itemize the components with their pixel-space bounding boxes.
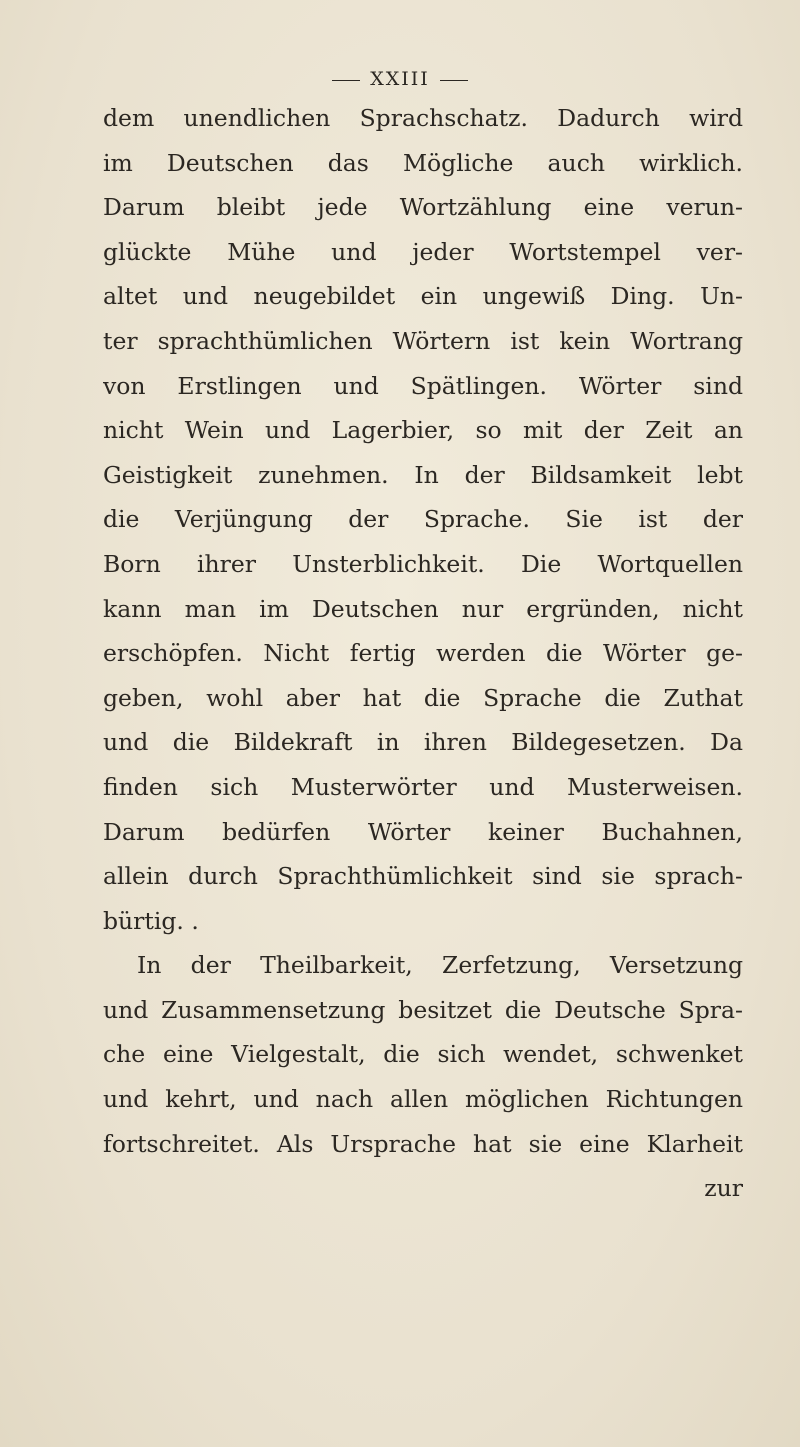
header-dash-left — [332, 80, 360, 81]
text-line: ter sprachthümlichen Wörtern ist kein Wortrang — [103, 326, 743, 355]
text-line: Darum bedürfen Wörter keiner Buchahnen, — [103, 817, 743, 846]
text-line: die Verjüngung der Sprache. Sie ist der — [103, 505, 743, 534]
text-line: bürtig. . — [103, 906, 199, 935]
paragraph-start-line: In der Theilbarkeit, Zerfetzung, Versetzung — [137, 951, 743, 980]
text-line: im Deutschen das Mögliche auch wirklich. — [103, 148, 743, 177]
body-text — [103, 96, 743, 1211]
page-number: XXIII — [370, 68, 430, 90]
text-line: kann man im Deutschen nur ergründen, nicht — [103, 594, 743, 623]
text-line: erschöpfen. Nicht fertig werden die Wörter ge- — [103, 639, 743, 668]
header-dash-right — [440, 80, 468, 81]
text-line: dem unendlichen Sprachschatz. Dadurch wird — [103, 104, 743, 132]
text-line: finden sich Musterwörter und Musterweisen. — [103, 772, 743, 801]
text-line: glückte Mühe und jeder Wortstempel ver- — [103, 237, 743, 266]
text-line: von Erstlingen und Spätlingen. Wörter sind — [103, 371, 743, 400]
text-line: Born ihrer Unsterblichkeit. Die Wortquellen — [103, 549, 743, 578]
text-line: und die Bildekraft in ihren Bildegesetzen. Da — [103, 728, 743, 757]
text-line: altet und neugebildet ein ungewiß Ding. Un- — [103, 282, 743, 311]
text-line: und Zusammensetzung besitzet die Deutsche Spra- — [103, 995, 743, 1024]
page-header — [0, 68, 800, 90]
text-line: geben, wohl aber hat die Sprache die Zuthat — [103, 683, 743, 712]
text-line: und kehrt, und nach allen möglichen Richtungen — [103, 1085, 743, 1114]
text-line: fortschreitet. Als Ursprache hat sie eine Klarheit — [103, 1129, 743, 1158]
text-line: Darum bleibt jede Wortzählung eine verun- — [103, 193, 743, 222]
catchword: zur — [704, 1174, 743, 1203]
text-line: che eine Vielgestalt, die sich wendet, schwenket — [103, 1040, 743, 1069]
text-line: Geistigkeit zunehmen. In der Bildsamkeit lebt — [103, 460, 743, 489]
text-line: allein durch Sprachthümlichkeit sind sie sprach- — [103, 862, 743, 891]
text-line: nicht Wein und Lagerbier, so mit der Zeit an — [103, 416, 743, 445]
